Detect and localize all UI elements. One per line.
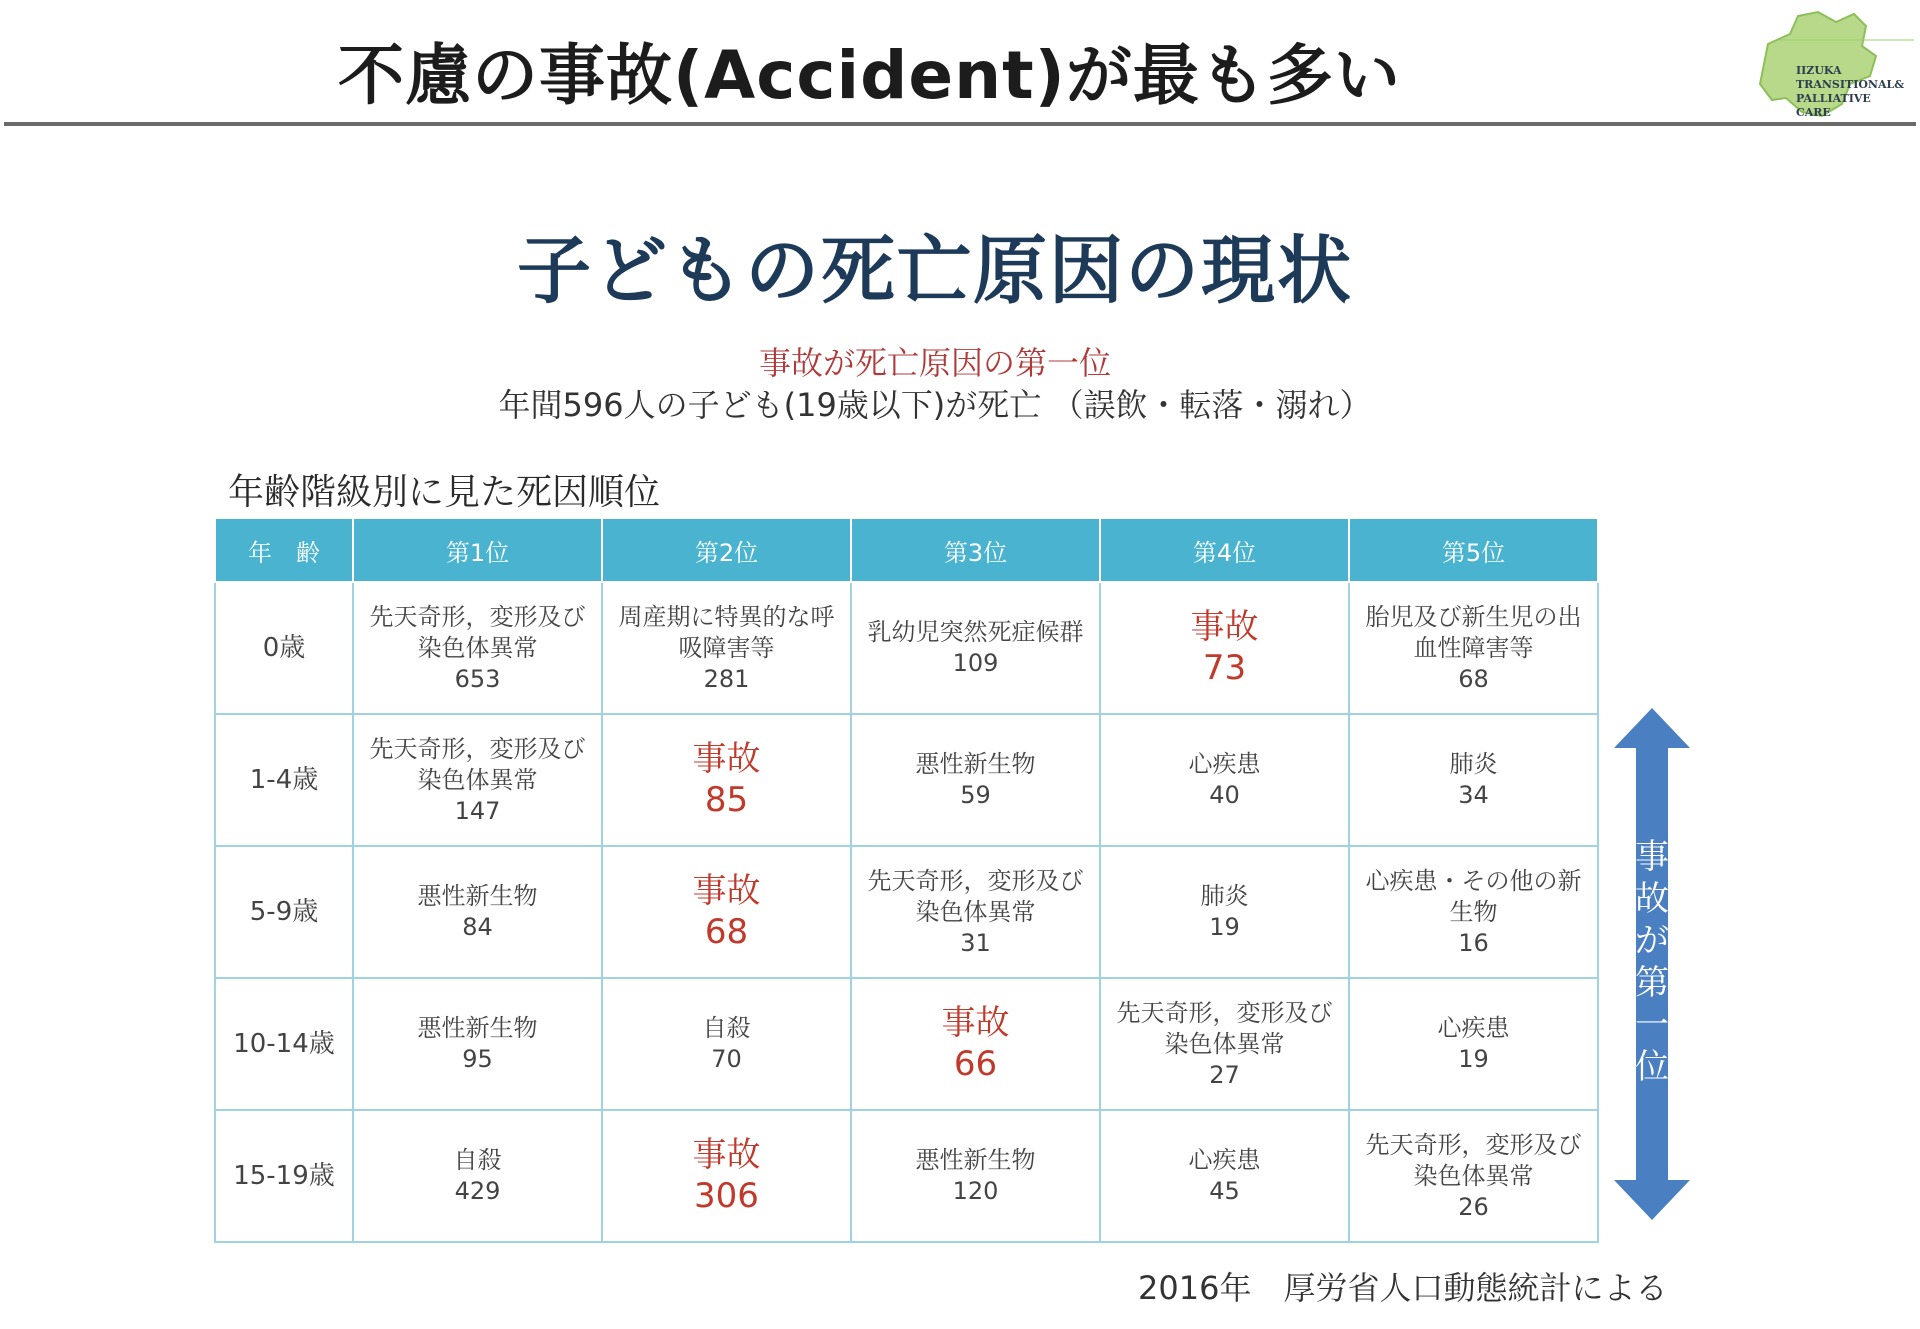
arrow-char: 故 [1635, 879, 1669, 919]
death-count: 109 [952, 649, 999, 677]
cause-cell [1349, 1110, 1598, 1242]
death-count: 66 [953, 1044, 998, 1084]
header-rank-5: 第5位 [1349, 518, 1598, 582]
death-count: 40 [1209, 781, 1240, 809]
cause-cell [1349, 582, 1598, 714]
table-caption: 年齢階級別に見た死因順位 [228, 472, 661, 513]
cause-cell [602, 978, 851, 1110]
cause-label: 自殺 [453, 1146, 502, 1174]
cause-cell [1349, 714, 1598, 846]
cause-label: 悪性新生物 [417, 1014, 538, 1042]
cause-label: 先天奇形，変形及び染色体異常 [867, 866, 1084, 926]
age-cell: 1-4歳 [215, 714, 353, 846]
death-count: 19 [1209, 913, 1240, 941]
table-row [215, 1110, 1598, 1242]
death-count: 68 [704, 912, 749, 952]
cause-label: 悪性新生物 [915, 1146, 1036, 1174]
logo-line: TRANSITIONAL& [1796, 78, 1905, 91]
logo-line: CARE [1796, 106, 1831, 119]
cause-label: 心疾患 [1188, 1146, 1261, 1174]
cause-label: 悪性新生物 [417, 882, 538, 910]
cause-cell [353, 846, 602, 978]
cause-label: 先天奇形，変形及び染色体異常 [369, 734, 586, 794]
cause-cell [602, 714, 851, 846]
arrow-label [1630, 836, 1674, 1088]
cause-cell [851, 846, 1100, 978]
cause-label: 先天奇形，変形及び染色体異常 [1365, 1130, 1582, 1190]
cause-cell [353, 714, 602, 846]
cause-cell [1100, 978, 1349, 1110]
age-cell: 10-14歳 [215, 978, 353, 1110]
cause-cell [1349, 846, 1598, 978]
death-count: 59 [960, 781, 991, 809]
arrow-char: 位 [1635, 1047, 1669, 1087]
age-cell: 15-19歳 [215, 1110, 353, 1242]
cause-cell [1349, 978, 1598, 1110]
cause-cell [353, 978, 602, 1110]
cause-label: 自殺 [702, 1014, 751, 1042]
cause-cell [851, 978, 1100, 1110]
cause-cell [353, 1110, 602, 1242]
source-note: 2016年 厚労省人口動態統計による [1138, 1269, 1668, 1307]
death-count: 85 [704, 780, 749, 820]
header-age: 年 齢 [215, 518, 353, 582]
death-count: 31 [960, 928, 991, 957]
cause-cell [851, 714, 1100, 846]
age-cell: 0歳 [215, 582, 353, 714]
death-count: 84 [462, 913, 493, 941]
death-count: 34 [1458, 781, 1489, 809]
cause-label: 先天奇形，変形及び染色体異常 [1116, 998, 1333, 1058]
logo-line: PALLIATIVE [1796, 92, 1871, 105]
logo-line: IIZUKA [1796, 64, 1842, 77]
table-row [215, 714, 1598, 846]
cause-label: 胎児及び新生児の出血性障害等 [1365, 602, 1582, 662]
slide-title: 不慮の事故(Accident)が最も多い [338, 37, 1401, 114]
cause-label: 事故 [692, 739, 761, 779]
cause-label: 肺炎 [1449, 750, 1498, 778]
cause-label: 事故 [692, 871, 761, 911]
cause-cell [353, 582, 602, 714]
cause-cell [602, 582, 851, 714]
cause-label: 事故 [941, 1003, 1010, 1043]
subtitle-highlight: 事故が死亡原因の第一位 [758, 344, 1111, 382]
death-count: 120 [952, 1177, 999, 1205]
cause-of-death-table [214, 517, 1599, 1243]
cause-label: 心疾患 [1188, 750, 1261, 778]
cause-cell [851, 1110, 1100, 1242]
death-count: 26 [1458, 1192, 1489, 1221]
death-count: 70 [711, 1045, 742, 1073]
header-rank-3: 第3位 [851, 518, 1100, 582]
cause-cell [1100, 714, 1349, 846]
death-count: 653 [454, 664, 501, 693]
cause-label: 周産期に特異的な呼吸障害等 [618, 602, 835, 662]
cause-label: 事故 [692, 1135, 761, 1175]
age-cell: 5-9歳 [215, 846, 353, 978]
table-header-row [215, 518, 1598, 582]
death-count: 147 [454, 796, 501, 825]
table-row [215, 582, 1598, 714]
death-count: 95 [462, 1045, 493, 1073]
cause-cell [1100, 846, 1349, 978]
death-count: 429 [454, 1177, 501, 1205]
cause-label: 心疾患・その他の新生物 [1365, 866, 1582, 926]
cause-cell [1100, 1110, 1349, 1242]
cause-label: 肺炎 [1200, 882, 1249, 910]
cause-label: 悪性新生物 [915, 750, 1036, 778]
header-rank-4: 第4位 [1100, 518, 1349, 582]
subtitle: 年間596人の子ども(19歳以下)が死亡 （誤飲・転落・溺れ） [498, 386, 1372, 424]
table-row [215, 978, 1598, 1110]
arrow-char: 一 [1635, 1005, 1669, 1045]
death-count: 45 [1209, 1177, 1240, 1205]
death-count: 68 [1458, 664, 1489, 693]
logo-text [1796, 64, 1904, 120]
death-count: 19 [1458, 1045, 1489, 1073]
death-count: 281 [703, 664, 750, 693]
cause-cell [1100, 582, 1349, 714]
cause-label: 事故 [1190, 607, 1259, 647]
header-rank-1: 第1位 [353, 518, 602, 582]
table-row [215, 846, 1598, 978]
arrow-char: 事 [1635, 837, 1669, 877]
cause-cell [851, 582, 1100, 714]
cause-label: 心疾患 [1437, 1014, 1510, 1042]
arrow-char: 第 [1635, 963, 1669, 1003]
title-divider [4, 122, 1916, 126]
arrow-char: が [1635, 921, 1669, 961]
header-rank-2: 第2位 [602, 518, 851, 582]
cause-cell [602, 1110, 851, 1242]
death-count: 306 [694, 1176, 759, 1216]
death-count: 73 [1202, 648, 1247, 688]
main-title: 子どもの死亡原因の現状 [517, 228, 1353, 314]
cause-label: 先天奇形，変形及び染色体異常 [369, 602, 586, 662]
cause-cell [602, 846, 851, 978]
death-count: 16 [1458, 928, 1489, 957]
death-count: 27 [1209, 1060, 1240, 1089]
cause-label: 乳幼児突然死症候群 [867, 618, 1084, 646]
